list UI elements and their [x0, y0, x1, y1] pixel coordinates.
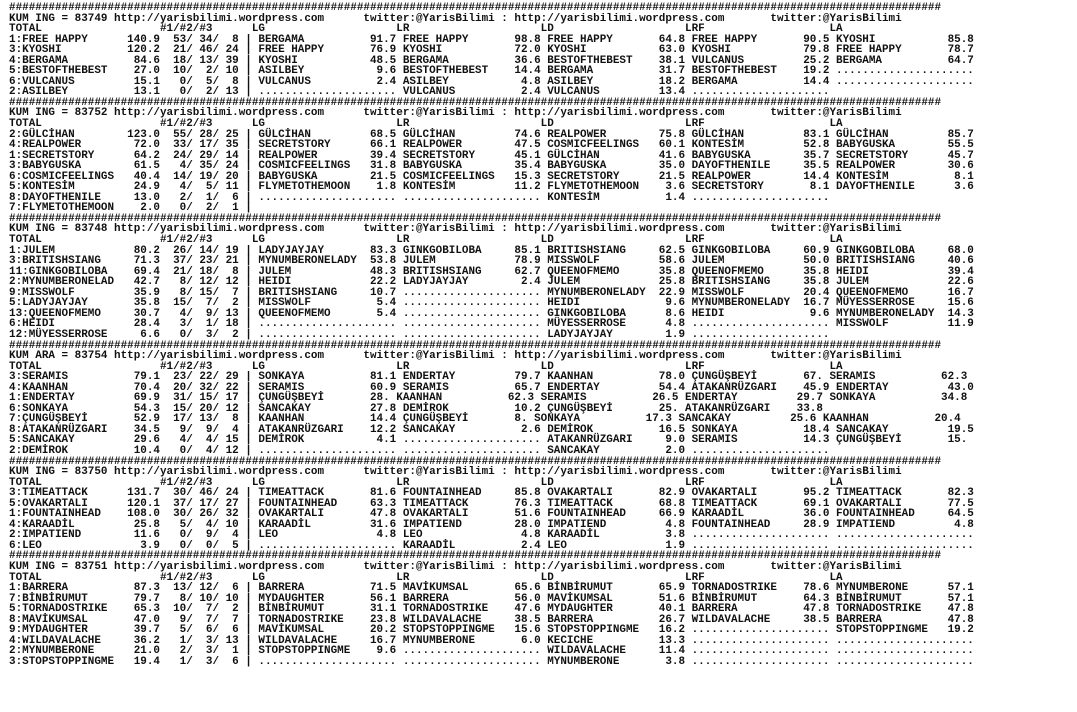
text-line: 1:ENDERTAY 69.9 31/ 15/ 17 | ÇUNGÜŞBEYİ 28. KAANHAN 62.3 SERAMIS 26.5 ENDERTAY 29.7 SONKAYA 34.8: [9, 392, 968, 405]
text-line: 6:COSMICFEELINGS 40.4 14/ 19/ 20 | BABYGUSKA 21.5 COSMICFEELINGS 15.3 SECRETSTORY 21.5 REALPOWER 14.4 KONTESİM 8.1: [9, 170, 974, 183]
text-line: 5:OVAKARTALI 120.1 37/ 17/ 27 | FOUNTAINHEAD 63.3 TIMEATTACK 76.3 TIMEATTACK 68.8 TIMEATTACK 69.1 OVAKARTALI 77.5: [9, 497, 974, 510]
text-line: 3:BABYGUSKA 61.5 4/ 35/ 24 | COSMICFEELINGS 31.8 BABYGUSKA 35.4 BABYGUSKA 35.0 DAYOFTHENILE 35.5 REALPOWER 30.6: [9, 160, 974, 173]
text-line: TOTAL #1/#2/#3 LG LR LD LRF LA: [9, 23, 843, 36]
text-line: 11:GINKGOBILOBA 69.4 21/ 18/ 8 | JULEM 48.3 BRITISHSIANG 62.7 QUEENOFMEMO 35.8 QUEENOFMEMO 35.8 HEIDI 39.4: [9, 265, 974, 278]
text-line: 2:MYNUMBERONELAD 42.7 8/ 12/ 12 | HEIDI 22.2 LADYJAYJAY 2.4 JULEM 25.8 BRITISHSIANG 35.8 JULEM 22.6: [9, 276, 974, 289]
text-line: 8:DAYOFTHENILE 13.0 2/ 1/ 6 | ..................... ..................... KONTESİM 1.4 .....................: [9, 191, 830, 204]
text-line: 3:STOPSTOPPINGME 19.4 1/ 3/ 6 | ..................... ..................... MYNUMBERONE 3.8 ..................... .....................: [9, 655, 974, 668]
text-line: 1:FREE HAPPY 140.9 53/ 34/ 8 | BERGAMA 91.7 FREE HAPPY 98.8 FREE HAPPY 64.8 FREE HAPPY 90.5 KYOSHI 85.8: [9, 33, 974, 46]
text-line: 5:SANCAKAY 29.6 4/ 4/ 15 | DEMİROK 4.1 ..................... ATAKANRÜZGARI 9.0 SERAMIS 14.3 ÇUNGÜŞBEYİ 15.: [9, 434, 968, 447]
text-line: ##############################################################################################################################################: [9, 550, 942, 563]
text-line: TOTAL #1/#2/#3 LG LR LD LRF LA: [9, 571, 843, 584]
text-line: KUM ING = 83750 http://yarisbilimi.wordpress.com twitter:@YarisBilimi : http://yarisbilimi.wordpress.com twitter:@YarisBilimi: [9, 466, 902, 479]
text-line: 4:KARAADİL 25.8 5/ 4/ 10 | KARAADİL 31.6 IMPATIEND 28.0 IMPATIEND 4.8 FOUNTAINHEAD 28.9 IMPATIEND 4.8: [9, 518, 974, 531]
text-line: 5:KONTESİM 24.9 4/ 5/ 11 | FLYMETOTHEMOON 1.8 KONTESİM 11.2 FLYMETOTHEMOON 3.6 SECRETSTORY 8.1 DAYOFTHENILE 3.6: [9, 181, 974, 194]
text-line: KUM ING = 83751 http://yarisbilimi.wordpress.com twitter:@YarisBilimi : http://yarisbilimi.wordpress.com twitter:@YarisBilimi: [9, 560, 902, 573]
text-line: 7:ÇUNGÜŞBEYİ 52.9 17/ 13/ 8 | KAANHAN 14.4 ÇUNGÜŞBEYİ 8. SONKAYA 17.3 SANCAKAY 25.6 KAANHAN 20.4: [9, 413, 961, 426]
text-line: TOTAL #1/#2/#3 LG LR LD LRF LA: [9, 118, 843, 131]
text-line: 4:REALPOWER 72.0 33/ 17/ 35 | SECRETSTORY 66.1 REALPOWER 47.5 COSMICFEELINGS 60.1 KONTESİM 52.8 BABYGUSKA 55.5: [9, 139, 974, 152]
text-line: 4:BERGAMA 84.6 18/ 13/ 39 | KYOSHI 48.5 BERGAMA 36.6 BESTOFTHEBEST 38.1 VULCANUS 25.2 BERGAMA 64.7: [9, 54, 974, 67]
text-line: 4:WILDAVALACHE 36.2 1/ 3/ 13 | WILDAVALACHE 16.7 MYNUMBERONE 6.0 KECICHE 13.3 ..................... .....................: [9, 634, 974, 647]
text-line: 3:KYOSHI 120.2 21/ 46/ 24 | FREE HAPPY 76.9 KYOSHI 72.0 KYOSHI 63.0 KYOSHI 79.8 FREE HAPPY 78.7: [9, 44, 974, 57]
text-line: 2:GÜLCİHAN 123.0 55/ 28/ 25 | GÜLCİHAN 68.5 GÜLCİHAN 74.6 REALPOWER 75.8 GÜLCİHAN 83.1 GÜLCİHAN 85.7: [9, 128, 974, 141]
text-line: KUM ING = 83749 http://yarisbilimi.wordpress.com twitter:@YarisBilimi : http://yarisbilimi.wordpress.com twitter:@YarisBilimi: [9, 12, 902, 25]
text-line: 13:QUEENOFMEMO 30.7 4/ 9/ 13 | QUEENOFMEMO 5.4 ..................... GINKGOBILOBA 8.6 HEIDI 9.6 MYNUMBERONELADY 14.3: [9, 307, 974, 320]
text-line: TOTAL #1/#2/#3 LG LR LD LRF LA: [9, 476, 843, 489]
text-line: 8:MAVİKUMSAL 47.0 9/ 7/ 7 | TORNADOSTRIKE 23.8 WILDAVALACHE 38.5 BARRERA 26.7 WILDAVALACHE 38.5 BARRERA 47.8: [9, 613, 974, 626]
text-line: 1:JULEM 80.2 26/ 14/ 19 | LADYJAYJAY 83.3 GINKGOBILOBA 85.1 BRITISHSIANG 62.5 GINKGOBILOBA 60.9 GINKGOBILOBA 68.0: [9, 244, 974, 257]
text-line: 5:LADYJAYJAY 35.8 15/ 7/ 2 | MISSWOLF 5.4 ..................... HEIDI 9.6 MYNUMBERONELADY 16.7 MÜYESSERROSE 15.6: [9, 297, 974, 310]
text-line: KUM ING = 83752 http://yarisbilimi.wordpress.com twitter:@YarisBilimi : http://yarisbilimi.wordpress.com twitter:@YarisBilimi: [9, 107, 902, 120]
text-line: ##############################################################################################################################################: [9, 339, 942, 352]
text-line: 5:BESTOFTHEBEST 27.0 10/ 2/ 10 | ASILBEY 9.6 BESTOFTHEBEST 14.4 BERGAMA 31.7 BESTOFTHEBEST 19.2 .....................: [9, 65, 974, 78]
text-line: KUM ARA = 83754 http://yarisbilimi.wordpress.com twitter:@YarisBilimi : http://yarisbilimi.wordpress.com twitter:@YarisBilimi: [9, 350, 902, 363]
text-line: 2:ASILBEY 13.1 0/ 2/ 13 | ..................... VULCANUS 2.4 VULCANUS 13.4 .....................: [9, 86, 830, 99]
text-line: 12:MÜYESSERROSE 6.6 0/ 3/ 2 | ..................... ..................... LADYJAYJAY 1.9 .....................: [9, 328, 830, 341]
text-line: 9:MISSWOLF 35.9 8/ 15/ 7 | BRITISHSIANG 10.7 ..................... MYNUMBERONELADY 22.9 MISSWOLF 20.4 QUEENOFMEMO 16.7: [9, 286, 974, 299]
text-line: 2:IMPATIEND 11.6 0/ 9/ 4 | LEO 4.8 LEO 4.8 KARAADİL 3.8 ..................... .....................: [9, 529, 974, 542]
text-line: 1:FOUNTAINHEAD 108.0 30/ 26/ 32 | OVAKARTALI 47.8 OVAKARTALI 51.6 FOUNTAINHEAD 66.9 KARAADİL 36.0 FOUNTAINHEAD 64.5: [9, 508, 974, 521]
text-line: 6:SONKAYA 54.3 15/ 20/ 12 | SANCAKAY 27.8 DEMİROK 10.2 ÇUNGÜŞBEYİ 25. ATAKANRÜZGARI 33.8: [9, 402, 823, 415]
text-line: 1:BARRERA 87.3 13/ 12/ 6 | BARRERA 71.5 MAVİKUMSAL 65.6 BİNBİRUMUT 65.9 TORNADOSTRIKE 78.6 MYNUMBERONE 57.1: [9, 582, 974, 595]
text-line: 8:ATAKANRÜZGARI 34.5 9/ 9/ 4 | ATAKANRÜZGARI 12.2 SANCAKAY 2.6 DEMİROK 16.5 SONKAYA 18.4 SANCAKAY 19.5: [9, 423, 974, 436]
text-line: 3:BRITISHSIANG 71.3 37/ 23/ 21 | MYNUMBERONELADY 53.8 JULEM 78.9 MISSWOLF 58.6 JULEM 50.0 BRITISHSIANG 40.6: [9, 255, 974, 268]
text-line: ##############################################################################################################################################: [9, 212, 942, 225]
text-line: 3:TIMEATTACK 131.7 30/ 46/ 24 | TIMEATTACK 81.6 FOUNTAINHEAD 85.8 OVAKARTALI 82.9 OVAKARTALI 95.2 TIMEATTACK 82.3: [9, 487, 974, 500]
text-line: 6:HEIDI 28.4 3/ 1/ 18 | ..................... ..................... MÜYESSERROSE 4.8 ..................... MISSWOLF 11.9: [9, 318, 974, 331]
text-line: KUM ING = 83748 http://yarisbilimi.wordpress.com twitter:@YarisBilimi : http://yarisbilimi.wordpress.com twitter:@YarisBilimi: [9, 223, 902, 236]
text-line: ##############################################################################################################################################: [9, 2, 942, 14]
text-line: TOTAL #1/#2/#3 LG LR LD LRF LA: [9, 234, 843, 247]
text-line: 7:FLYMETOTHEMOON 2.0 0/ 2/ 1 |: [9, 202, 252, 215]
text-line: 6:LEO 3.9 0/ 0/ 5 | ..................... KARAADİL 2.4 LEO 1.9 ..................... .....................: [9, 539, 974, 552]
text-line: 9:MYDAUGHTER 39.7 5/ 6/ 6 | MAVİKUMSAL 20.2 STOPSTOPPINGME 15.6 STOPSTOPPINGME 16.2 ..................... STOPSTOPPINGME 19.2: [9, 624, 974, 637]
text-line: 5:TORNADOSTRIKE 65.3 10/ 7/ 2 | BİNBİRUMUT 31.1 TORNADOSTRIKE 47.6 MYDAUGHTER 40.1 BARRERA 47.8 TORNADOSTRIKE 47.8: [9, 603, 974, 616]
text-line: 6:VULCANUS 15.1 0/ 5/ 8 | VULCANUS 2.4 ASILBEY 4.8 ASILBEY 18.2 BERGAMA 14.4 .....................: [9, 75, 974, 88]
text-line: 2:DEMİROK 10.4 0/ 4/ 12 | ..................... ..................... SANCAKAY 2.0 .....................: [9, 444, 830, 457]
text-line: 7:BİNBİRUMUT 79.7 8/ 10/ 10 | MYDAUGHTER 56.1 BARRERA 56.0 MAVİKUMSAL 51.6 BİNBİRUMUT 64.3 BİNBİRUMUT 57.1: [9, 592, 974, 605]
text-line: TOTAL #1/#2/#3 LG LR LD LRF LA: [9, 360, 843, 373]
text-line: 1:SECRETSTORY 64.2 24/ 29/ 14 | REALPOWER 39.4 SECRETSTORY 45.1 GÜLCİHAN 41.6 BABYGUSKA 35.7 SECRETSTORY 45.7: [9, 149, 974, 162]
text-line: 3:SERAMIS 79.1 23/ 22/ 29 | SONKAYA 81.1 ENDERTAY 79.7 KAANHAN 78.0 ÇUNGÜŞBEYİ 67. SERAMIS 62.3: [9, 371, 968, 384]
text-line: 2:MYNUMBERONE 21.0 2/ 3/ 1 | STOPSTOPPINGME 9.6 ..................... WILDAVALACHE 11.4 ..................... .....................: [9, 645, 974, 658]
text-line: ##############################################################################################################################################: [9, 96, 942, 109]
text-line: 4:KAANHAN 70.4 20/ 32/ 22 | SERAMIS 60.9 SERAMIS 65.7 ENDERTAY 54.4 ATAKANRÜZGARI 45.9 ENDERTAY 43.0: [9, 381, 974, 394]
text-line: ##############################################################################################################################################: [9, 455, 942, 468]
